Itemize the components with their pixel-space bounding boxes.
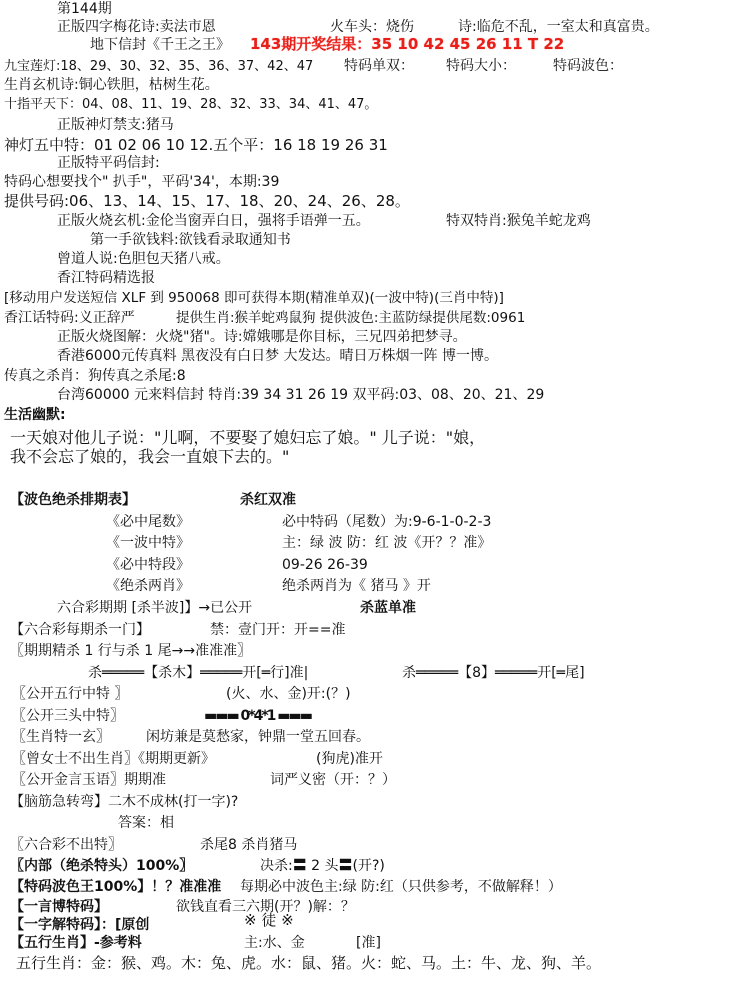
fax-kill: 传真之杀肖：狗传真之杀尾:8 xyxy=(4,368,186,384)
ms-zeng-label: 〖曾女士不出生肖〗《期期更新》 xyxy=(12,751,215,767)
five-zodiac-label: 【五行生肖】-参考料 xyxy=(10,935,142,951)
odd-even-label: 特码单双： xyxy=(344,58,414,74)
underground-envelope: 地下信封《千王之王》 xyxy=(90,37,230,53)
kill-tail-8: 杀═════【8】═════开[═尾] xyxy=(402,665,585,681)
plum-poem: 正版四字梅花诗:卖法市恩 xyxy=(57,19,216,35)
half-wave-kill: 六合彩期期 [杀半波]】→已公开 xyxy=(57,600,253,616)
five-zodiac-list: 五行生肖：金：猴、鸡。木：兔、虎。水：鼠、猪。火：蛇、马。土：牛、龙、狗、羊。 xyxy=(16,954,602,972)
special-code-thief: 特码心想要找个" 扒手"，平码'34'，本期:39 xyxy=(4,174,280,190)
kill-blue-single: 杀蓝单准 xyxy=(360,600,416,616)
golden-words-value: 词严义密（开：？） xyxy=(270,772,396,788)
no-special-label: 〖六合彩不出特〗 xyxy=(10,837,122,853)
flat-code-envelope: 正版特平码信封: xyxy=(57,155,160,171)
one-wave-label: 《一波中特》 xyxy=(106,535,190,551)
segment-label: 《必中特段》 xyxy=(106,557,190,573)
hk-words: 香江话特码:义正辞严 xyxy=(4,310,135,326)
one-wave-value: 主：绿 波 防：红 波《开？？准》 xyxy=(282,535,492,551)
one-char-value: ※ 徒 ※ xyxy=(244,911,294,929)
issue-number: 第144期 xyxy=(57,1,112,17)
inner-kill-label: 〖内部（绝杀特头）100%〗 xyxy=(10,858,194,874)
zodiac-mystery-label: 〖生肖特一玄〗 xyxy=(12,729,110,745)
hk-fax: 香港6000元传真料 黑夜没有白日梦 大发达。晴日万株烟一阵 博一博。 xyxy=(57,348,498,364)
first-hand: 第一手欲钱料:欲钱看录取通知书 xyxy=(90,232,291,248)
brain-teaser: 【脑筋急转弯】二木不成林(打一字)? xyxy=(10,794,239,810)
double-zodiac: 特双特肖:猴兔羊蛇龙鸡 xyxy=(446,213,591,229)
five-element-value: (火、水、金)开:(？) xyxy=(226,686,351,702)
three-head-value: ▬▬▬ 0*4*1 ▬▬▬ xyxy=(204,708,311,724)
lamp-five: 神灯五中特：01 02 06 10 12.五个平：16 18 19 26 31 xyxy=(4,136,388,154)
kill-gate-value: 禁：壹门开：开==准 xyxy=(210,622,346,638)
fire-diagram: 正版火烧图解：火烧"猪"。诗:嫦娥哪是你目标，三兄四弟把梦寻。 xyxy=(57,329,467,345)
kill-wood: 杀═════【杀木】═════开[═行]准| xyxy=(88,665,309,681)
big-small-label: 特码大小： xyxy=(446,58,516,74)
one-word-value: 欲钱直看三六期(开？)解：？ xyxy=(176,899,355,915)
must-tail-label: 《必中尾数》 xyxy=(106,514,190,530)
wave-king-label: 【特码波色王100%】！？准准准 xyxy=(10,879,222,895)
sms-promo: [移动用户发送短信 XLF 到 950068 即可获得本期(精准单双)(一波中特)(三肖中特)] xyxy=(4,290,504,306)
ms-zeng-value: (狗虎)准开 xyxy=(316,751,383,767)
five-element-label: 〖公开五行中特 〗 xyxy=(12,686,129,702)
daoist-saying: 曾道人说:色胆包天猪八戒。 xyxy=(57,251,230,267)
teaser-answer: 答案：相 xyxy=(118,815,174,831)
kill-red-double: 杀红双准 xyxy=(240,492,296,508)
golden-words-label: 〖公开金言玉语〗期期准 xyxy=(12,772,166,788)
ten-fingers: 十指平天下：04、08、11、19、28、32、33、34、41、47。 xyxy=(4,97,378,112)
three-head-label: 〖公开三头中特〗 xyxy=(12,708,124,724)
wave-kill-title: 【波色绝杀排期表】 xyxy=(10,492,136,508)
hk-select-title: 香江特码精选报 xyxy=(57,270,155,286)
wave-king-value: 每期必中波色主:绿 防:红（只供参考，不做解释！） xyxy=(240,879,562,895)
lotus-lamp: 九宝莲灯:18、29、30、32、35、36、37、42、47 xyxy=(4,59,314,74)
provided-numbers: 提供号码:06、13、14、15、17、18、20、24、26、28。 xyxy=(4,192,410,210)
train-head: 火车头：烧伤 xyxy=(330,19,414,35)
segment-value: 09-26 26-39 xyxy=(282,557,368,573)
poem-line: 诗:临危不乱，一室太和真富贵。 xyxy=(458,19,659,35)
one-word-label: 【一言博特码】 xyxy=(10,899,108,915)
inner-kill-value: 决杀:〓 2 头〓(开?) xyxy=(260,858,385,874)
kill-gate-label: 【六合彩每期杀一门】 xyxy=(10,622,150,638)
last-results: 143期开奖结果：35 10 42 45 26 11 T 22 xyxy=(250,35,565,53)
zodiac-mystery-value: 闲坊兼是莫愁家，钟鼎一堂五回春。 xyxy=(146,729,370,745)
lamp-ban: 正版神灯禁支:猪马 xyxy=(57,117,174,133)
kill-two-label: 《绝杀两肖》 xyxy=(106,578,190,594)
joke-line-2: 我不会忘了娘的，我会一直娘下去的。" xyxy=(10,447,290,466)
must-tail-value: 必中特码（尾数）为:9-6-1-0-2-3 xyxy=(282,514,492,530)
kill-two-value: 绝杀两肖为《 猪马 》开 xyxy=(282,578,431,594)
five-zodiac-main: 主:水、金 xyxy=(244,935,305,951)
humor-title: 生活幽默: xyxy=(4,407,66,423)
no-special-value: 杀尾8 杀肖猪马 xyxy=(200,837,298,853)
provided-zodiacs: 提供生肖:猴羊蛇鸡鼠狗 提供波色:主蓝防绿提供尾数:0961 xyxy=(176,310,526,326)
joke-line-1: 一天娘对他儿子说："儿啊，不要娶了媳妇忘了娘。" 儿子说："娘， xyxy=(10,428,486,447)
taiwan-envelope: 台湾60000 元来料信封 特肖:39 34 31 26 19 双平码:03、08、20、21、29 xyxy=(57,387,545,403)
fire-riddle: 正版火烧玄机:金伦当窗弄白日，强将手语弹一五。 xyxy=(57,213,370,229)
wave-color-label: 特码波色： xyxy=(553,58,623,74)
element-tail-title: 〖期期精杀 1 行与杀 1 尾→→准准准〗 xyxy=(10,643,252,659)
zodiac-poem: 生肖玄机诗:铜心铁胆，枯树生花。 xyxy=(4,77,219,93)
five-zodiac-accurate: [准] xyxy=(356,935,381,951)
one-char-label: 【一字解特码】：[原创 xyxy=(10,917,150,933)
